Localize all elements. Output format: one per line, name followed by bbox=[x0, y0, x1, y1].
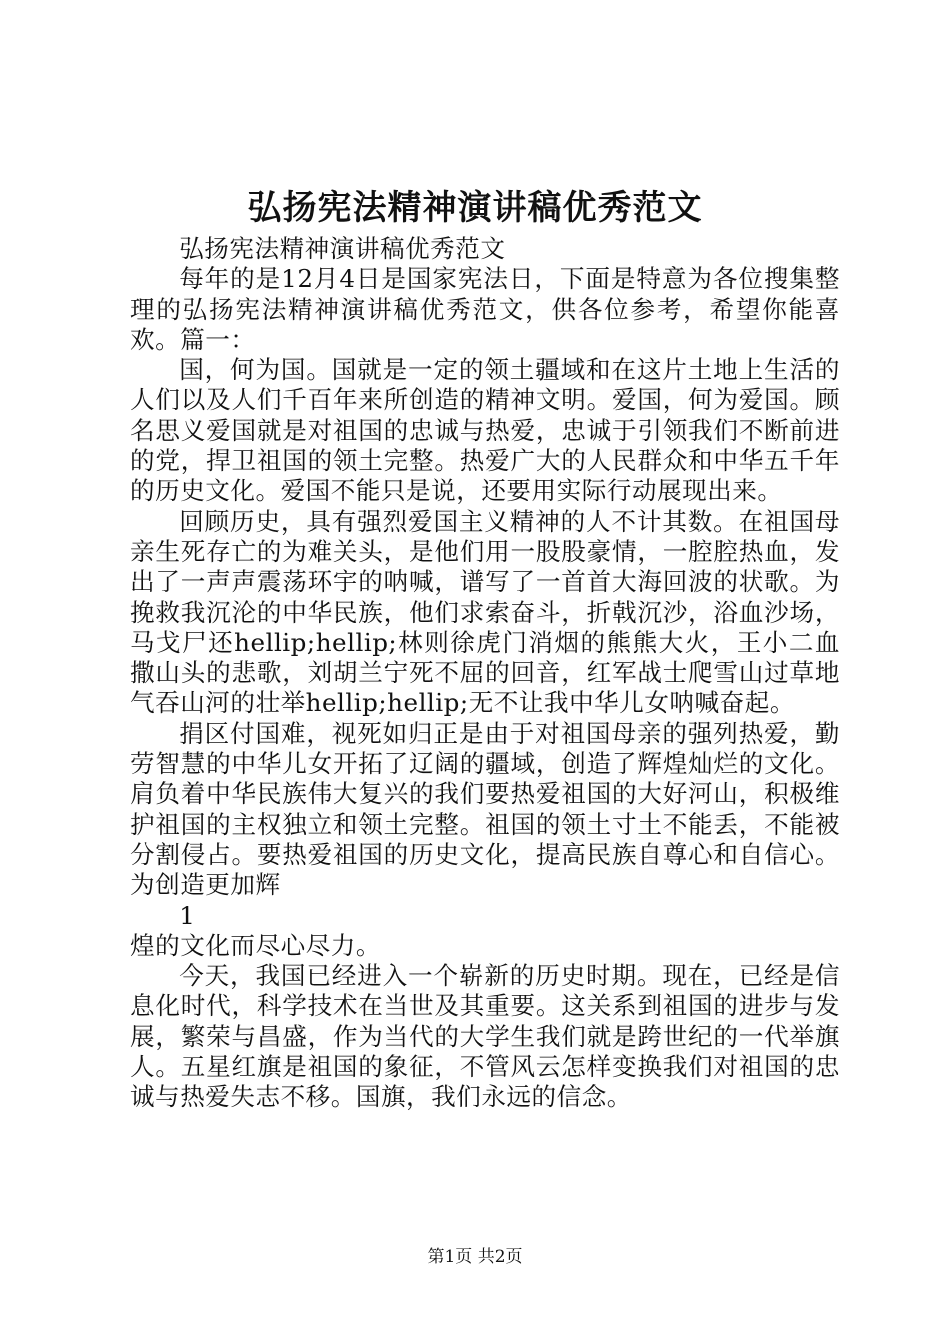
document-body bbox=[130, 234, 840, 1113]
subtitle-paragraph: 弘扬宪法精神演讲稿优秀范文 bbox=[179, 234, 506, 263]
intro-paragraph: 每年的是12月4日是国家宪法日，下面是特意为各位搜集整理的弘扬宪法精神演讲稿优秀范文，供各位参考，希望你能喜欢。篇一： bbox=[130, 264, 840, 354]
body-paragraph: 煌的文化而尽心尽力。 bbox=[130, 930, 381, 960]
page-footer: 第1页 共2页 bbox=[427, 1247, 523, 1267]
body-paragraph: 回顾历史，具有强烈爱国主义精神的人不计其数。在祖国母亲生死存亡的为难关头，是他们用一股股豪情，一腔腔热血，发出了一声声震荡环宇的呐喊，谱写了一首首大海回波的状歌。为挽救我沉沦的中华民族，他们求索奋斗，折戟沉沙，浴血沙场，马戈尸还hellip;hellip;林则徐虎门消烟的熊熊大火，王小二血撒山头的悲歌，刘胡兰宁死不屈的回音，红军战士爬雪山过草地气吞山河的壮举hellip;hellip;无不让我中华儿女呐喊奋起。 bbox=[130, 506, 840, 718]
body-paragraph: 捐区付国难，视死如归正是由于对祖国母亲的强列热爱，勤劳智慧的中华儿女开拓了辽阔的疆域，创造了辉煌灿烂的文化。肩负着中华民族伟大复兴的我们要热爱祖国的大好河山，积极维护祖国的主权独立和领土完整。祖国的领土寸土不能丢，不能被分割侵占。要热爱祖国的历史文化，提高民族自尊心和自信心。为创造更加辉 bbox=[130, 718, 840, 900]
body-paragraph: 国，何为国。国就是一定的领土疆域和在这片土地上生活的人们以及人们千百年来所创造的精神文明。爱国，何为爱国。顾名思义爱国就是对祖国的忠诚与热爱，忠诚于引领我们不断前进的党，捍卫祖国的领土完整。热爱广大的人民群众和中华五千年的历史文化。爱国不能只是说，还要用实际行动展现出来。 bbox=[130, 355, 840, 506]
body-paragraph: 今天，我国已经进入一个崭新的历史时期。现在，已经是信息化时代，科学技术在当世及其重要。这关系到祖国的进步与发展，繁荣与昌盛，作为当代的大学生我们就是跨世纪的一代举旗人。五星红旗是祖国的象征，不管风云怎样变换我们对祖国的忠诚与热爱失志不移。国旗，我们永远的信念。 bbox=[130, 961, 840, 1112]
document-title: 弘扬宪法精神演讲稿优秀范文 bbox=[247, 188, 703, 228]
page-number-marker: 1 bbox=[179, 900, 196, 930]
